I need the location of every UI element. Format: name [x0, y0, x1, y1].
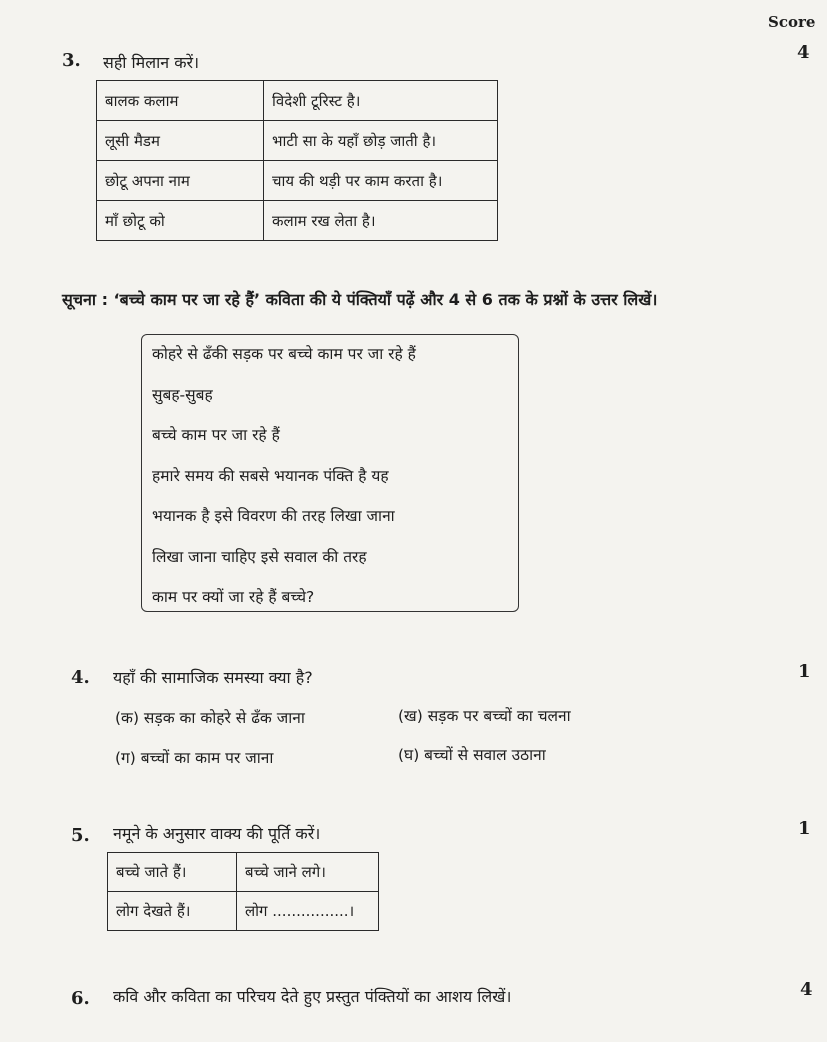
question-3-number: 3. — [62, 50, 81, 71]
table-row — [108, 892, 379, 931]
poem-line: बच्चे काम पर जा रहे हैं — [152, 426, 280, 444]
table-row — [97, 201, 498, 241]
poem-line: सुबह-सुबह — [152, 385, 213, 404]
poem-line: लिखा जाना चाहिए इसे सवाल की तरह — [152, 547, 367, 566]
poem-line: हमारे समय की सबसे भयानक पंक्ति है यह — [152, 466, 389, 485]
option-gha[interactable]: (घ) बच्चों से सवाल उठाना — [398, 746, 546, 764]
table-cell: छोटू अपना नाम — [97, 161, 264, 201]
table-cell: बच्चे जाने लगे। — [237, 853, 379, 892]
question-5-text: नमूने के अनुसार वाक्य की पूर्ति करें। — [113, 824, 321, 843]
poem-box — [141, 334, 519, 612]
question-5-number: 5. — [71, 825, 90, 846]
poem-line: कोहरे से ढँकी सड़क पर बच्चे काम पर जा रहे हैं — [152, 345, 416, 363]
table-cell: बच्चे जाते हैं। — [108, 853, 237, 892]
question-3-score: 4 — [797, 42, 810, 63]
table-cell: चाय की थड़ी पर काम करता है। — [264, 161, 498, 201]
option-kha[interactable]: (ख) सड़क पर बच्चों का चलना — [398, 707, 571, 725]
question-4-text: यहाँ की सामाजिक समस्या क्या है? — [113, 668, 313, 687]
table-cell: भाटी सा के यहाँ छोड़ जाती है। — [264, 121, 498, 161]
poem-line: भयानक है इसे विवरण की तरह लिखा जाना — [152, 507, 395, 525]
answer-blank[interactable]: लोग ................। — [237, 892, 379, 931]
score-column-header: Score — [768, 13, 816, 31]
table-row — [108, 853, 379, 892]
table-cell: लोग देखते हैं। — [108, 892, 237, 931]
question-3-text: सही मिलान करें। — [103, 53, 200, 72]
table-cell: माँ छोटू को — [97, 201, 264, 241]
table-cell: कलाम रख लेता है। — [264, 201, 498, 241]
table-cell: विदेशी टूरिस्ट है। — [264, 81, 498, 121]
question-6-number: 6. — [71, 988, 90, 1009]
question-4-score: 1 — [798, 661, 811, 682]
question-5-score: 1 — [798, 818, 811, 839]
table-cell: बालक कलाम — [97, 81, 264, 121]
option-ga[interactable]: (ग) बच्चों का काम पर जाना — [115, 749, 274, 767]
question-6-text: कवि और कविता का परिचय देते हुए प्रस्तुत पंक्तियों का आशय लिखें। — [113, 987, 512, 1006]
pattern-table — [107, 852, 379, 931]
question-6-score: 4 — [800, 979, 813, 1000]
table-row — [97, 161, 498, 201]
table-row — [97, 121, 498, 161]
match-table — [96, 80, 498, 241]
option-ka[interactable]: (क) सड़क का कोहरे से ढँक जाना — [115, 709, 305, 727]
poem-line: काम पर क्यों जा रहे हैं बच्चे? — [152, 588, 315, 606]
table-cell: लूसी मैडम — [97, 121, 264, 161]
question-4-number: 4. — [71, 667, 90, 688]
instruction-notice: सूचना : ‘बच्चे काम पर जा रहे हैं’ कविता की ये पंक्तियाँ पढ़ें और 4 से 6 तक के प्रश्नों के उत्तर लिखें। — [62, 290, 658, 309]
table-row — [97, 81, 498, 121]
